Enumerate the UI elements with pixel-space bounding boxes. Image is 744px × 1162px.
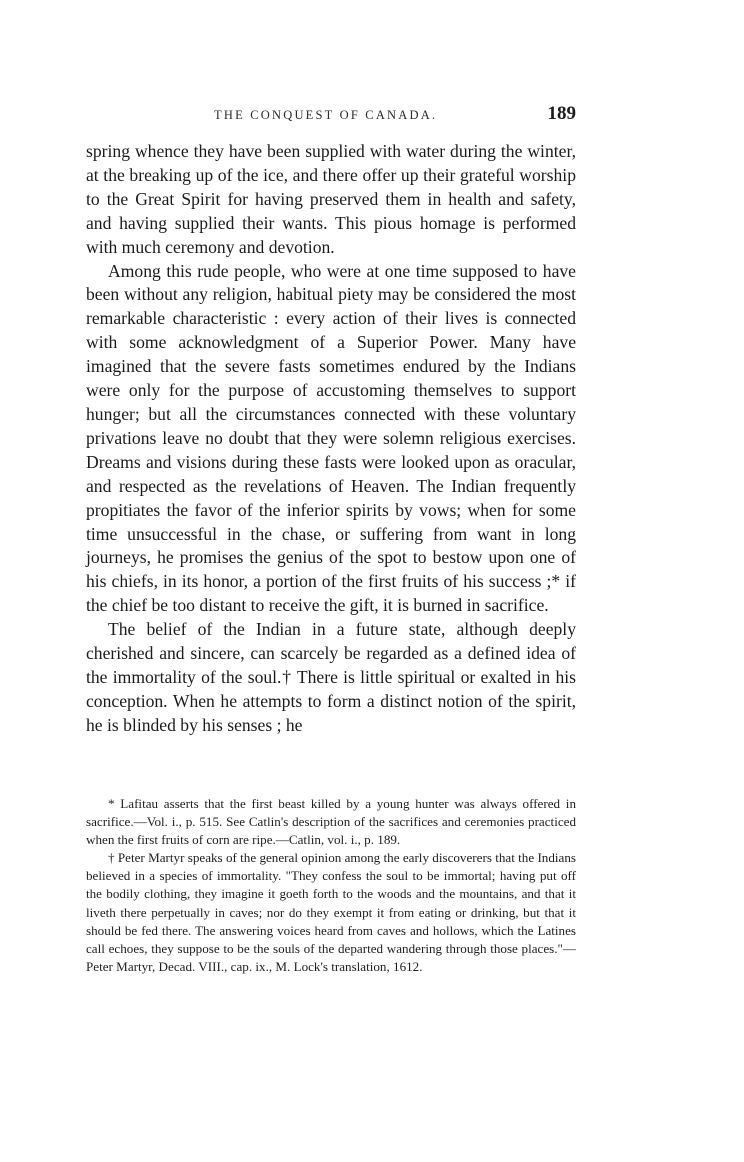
body-text	[86, 140, 576, 738]
paragraph-future-state: The belief of the Indian in a future state, although deeply cherished and sincere, can scarcely be regarded as a defined idea of the immortality of the soul.† There is little spiritual or exalted in his conception. When he attempts to form a distinct notion of the spirit, he is blinded by his senses ; he	[86, 619, 576, 735]
footnote-asterisk: * Lafitau asserts that the first beast killed by a young hunter was always offered in sacrifice.—Vol. i., p. 515. See Catlin's description of the sacrifices and ceremonies practiced when the first fruits of corn are ripe.—Catlin, vol. i., p. 189.	[86, 796, 576, 848]
page-number: 189	[547, 103, 576, 124]
footnotes	[86, 795, 576, 976]
running-title: THE CONQUEST OF CANADA.	[214, 108, 438, 122]
paragraph-continuation: spring whence they have been supplied with water during the winter, at the breaking up of the ice, and there offer up their grateful worship to the Great Spirit for having preserved them in health and safety, and having supplied their wants. This pious homage is performed with much ceremony and devotion.	[86, 141, 576, 257]
page-header	[86, 105, 576, 129]
footnote-dagger: † Peter Martyr speaks of the general opinion among the early discoverers that the Indians believed in a species of immortality. "They confess the soul to be immortal; having put off the bodily clothing, they imagine it goeth forth to the woods and the mountains, and that it liveth there perpetually in caves; nor do they exempt it from eating or drinking, but that it should be fed there. The answering voices heard from caves and hollows, which the Latines call echoes, they suppose to be the souls of the departed wandering through those places."—Peter Martyr, Decad. VIII., cap. ix., M. Lock's translation, 1612.	[86, 850, 576, 974]
paragraph-religious-piety: Among this rude people, who were at one time supposed to have been without any religion, habitual piety may be considered the most remarkable characteristic : every action of their lives is connected with some acknowledgment of a Superior Power. Many have imagined that the severe fasts sometimes endured by the Indians were only for the purpose of accustoming themselves to support hunger; but all the circumstances connected with these voluntary privations leave no doubt that they were solemn religious exercises. Dreams and visions during these fasts were looked upon as oracular, and respected as the revelations of Heaven. The Indian frequently propitiates the favor of the inferior spirits by vows; when for some time unsuccessful in the chase, or suffering from want in long journeys, he promises the genius of the spot to bestow upon one of his chiefs, in its honor, a portion of the first fruits of his success ;* if the chief be too distant to receive the gift, it is burned in sacrifice.	[86, 260, 576, 616]
